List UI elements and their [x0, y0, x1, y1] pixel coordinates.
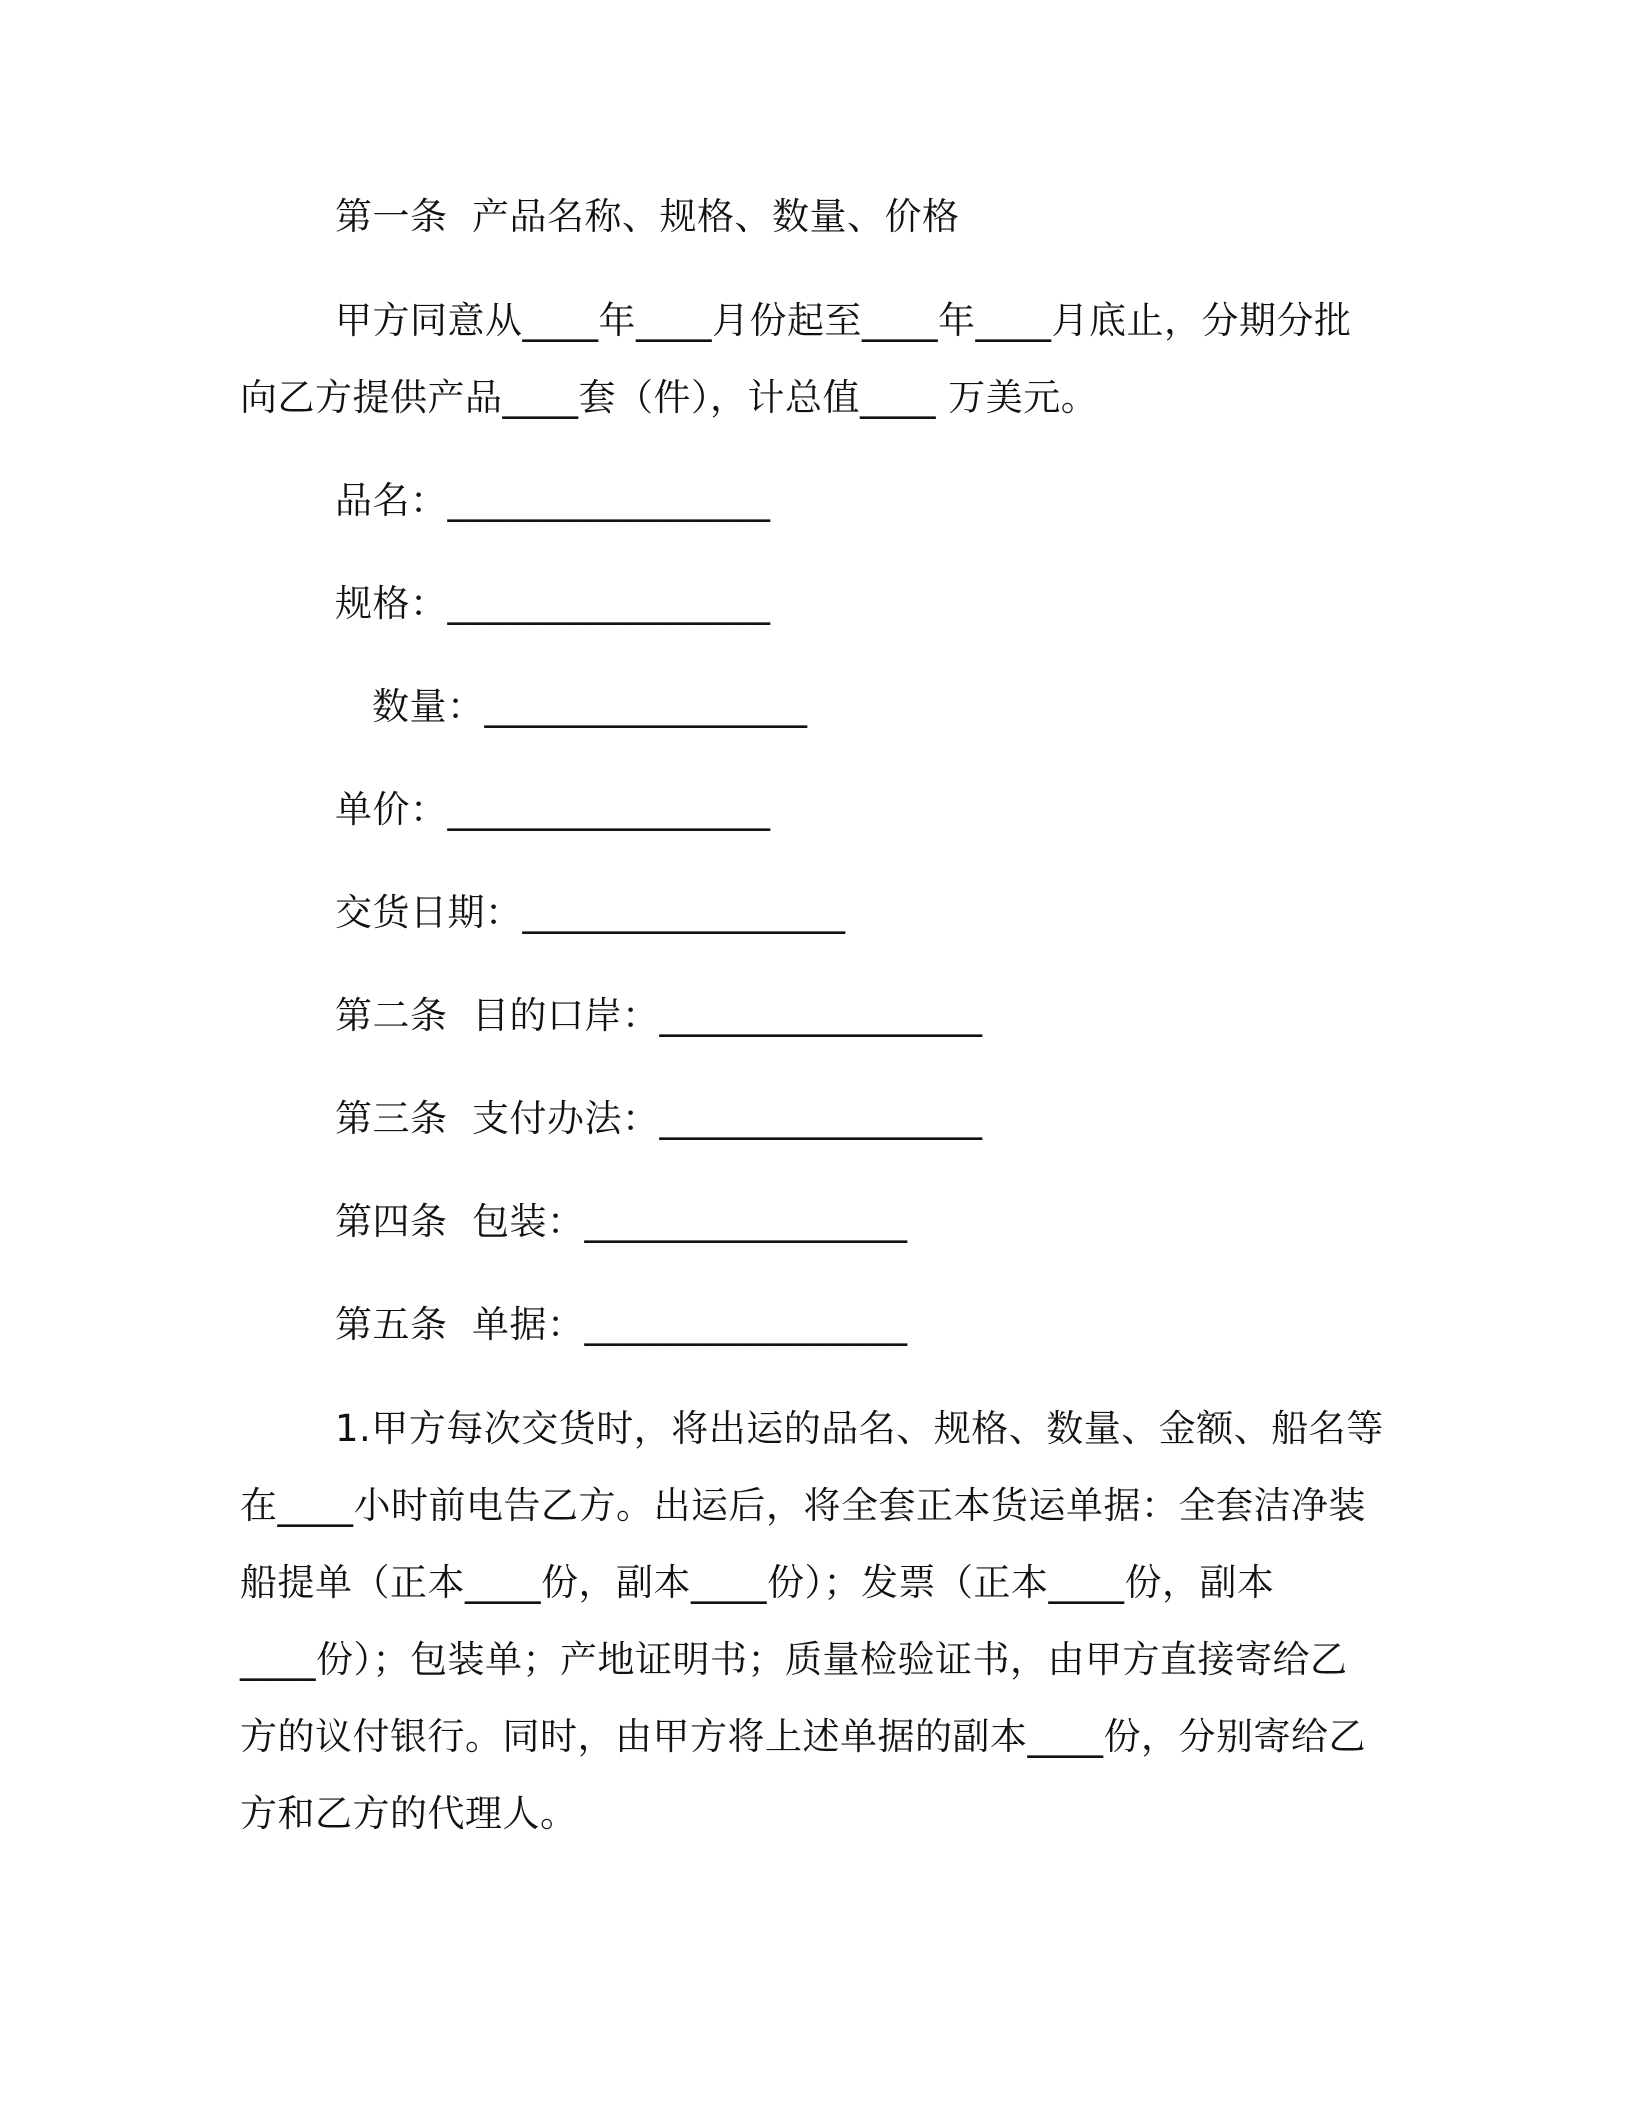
- article2-destination-port: 第二条 目的口岸：_________________: [335, 994, 983, 1037]
- clause1-line6: 方和乙方的代理人。: [240, 1792, 578, 1835]
- article1-paragraph-line1: 甲方同意从____年____月份起至____年____月底止，分期分批: [335, 299, 1352, 342]
- clause1-line4: ____份）；包装单；产地证明书；质量检验证书，由甲方直接寄给乙: [240, 1638, 1348, 1681]
- clause1-line1: 1.甲方每次交货时，将出运的品名、规格、数量、金额、船名等: [335, 1407, 1384, 1450]
- field-delivery-date: 交货日期：_________________: [335, 891, 846, 934]
- article5-documents: 第五条 单据：_________________: [335, 1303, 908, 1346]
- field-unit-price: 单价：_________________: [335, 788, 771, 831]
- clause1-line2: 在____小时前电告乙方。出运后，将全套正本货运单据：全套洁净装: [240, 1484, 1366, 1527]
- field-product-name: 品名：_________________: [335, 479, 771, 522]
- field-specification: 规格：_________________: [335, 582, 771, 625]
- article1-paragraph-line2: 向乙方提供产品____套（件），计总值____ 万美元。: [240, 376, 1099, 419]
- field-quantity: 数量：_________________: [372, 685, 808, 728]
- article1-heading: 第一条 产品名称、规格、数量、价格: [335, 195, 960, 238]
- clause1-line5: 方的议付银行。同时，由甲方将上述单据的副本____份，分别寄给乙: [240, 1715, 1366, 1758]
- article3-payment-method: 第三条 支付办法：_________________: [335, 1097, 983, 1140]
- clause1-line3: 船提单（正本____份，副本____份）；发票（正本____份，副本: [240, 1561, 1275, 1604]
- article4-packaging: 第四条 包装：_________________: [335, 1200, 908, 1243]
